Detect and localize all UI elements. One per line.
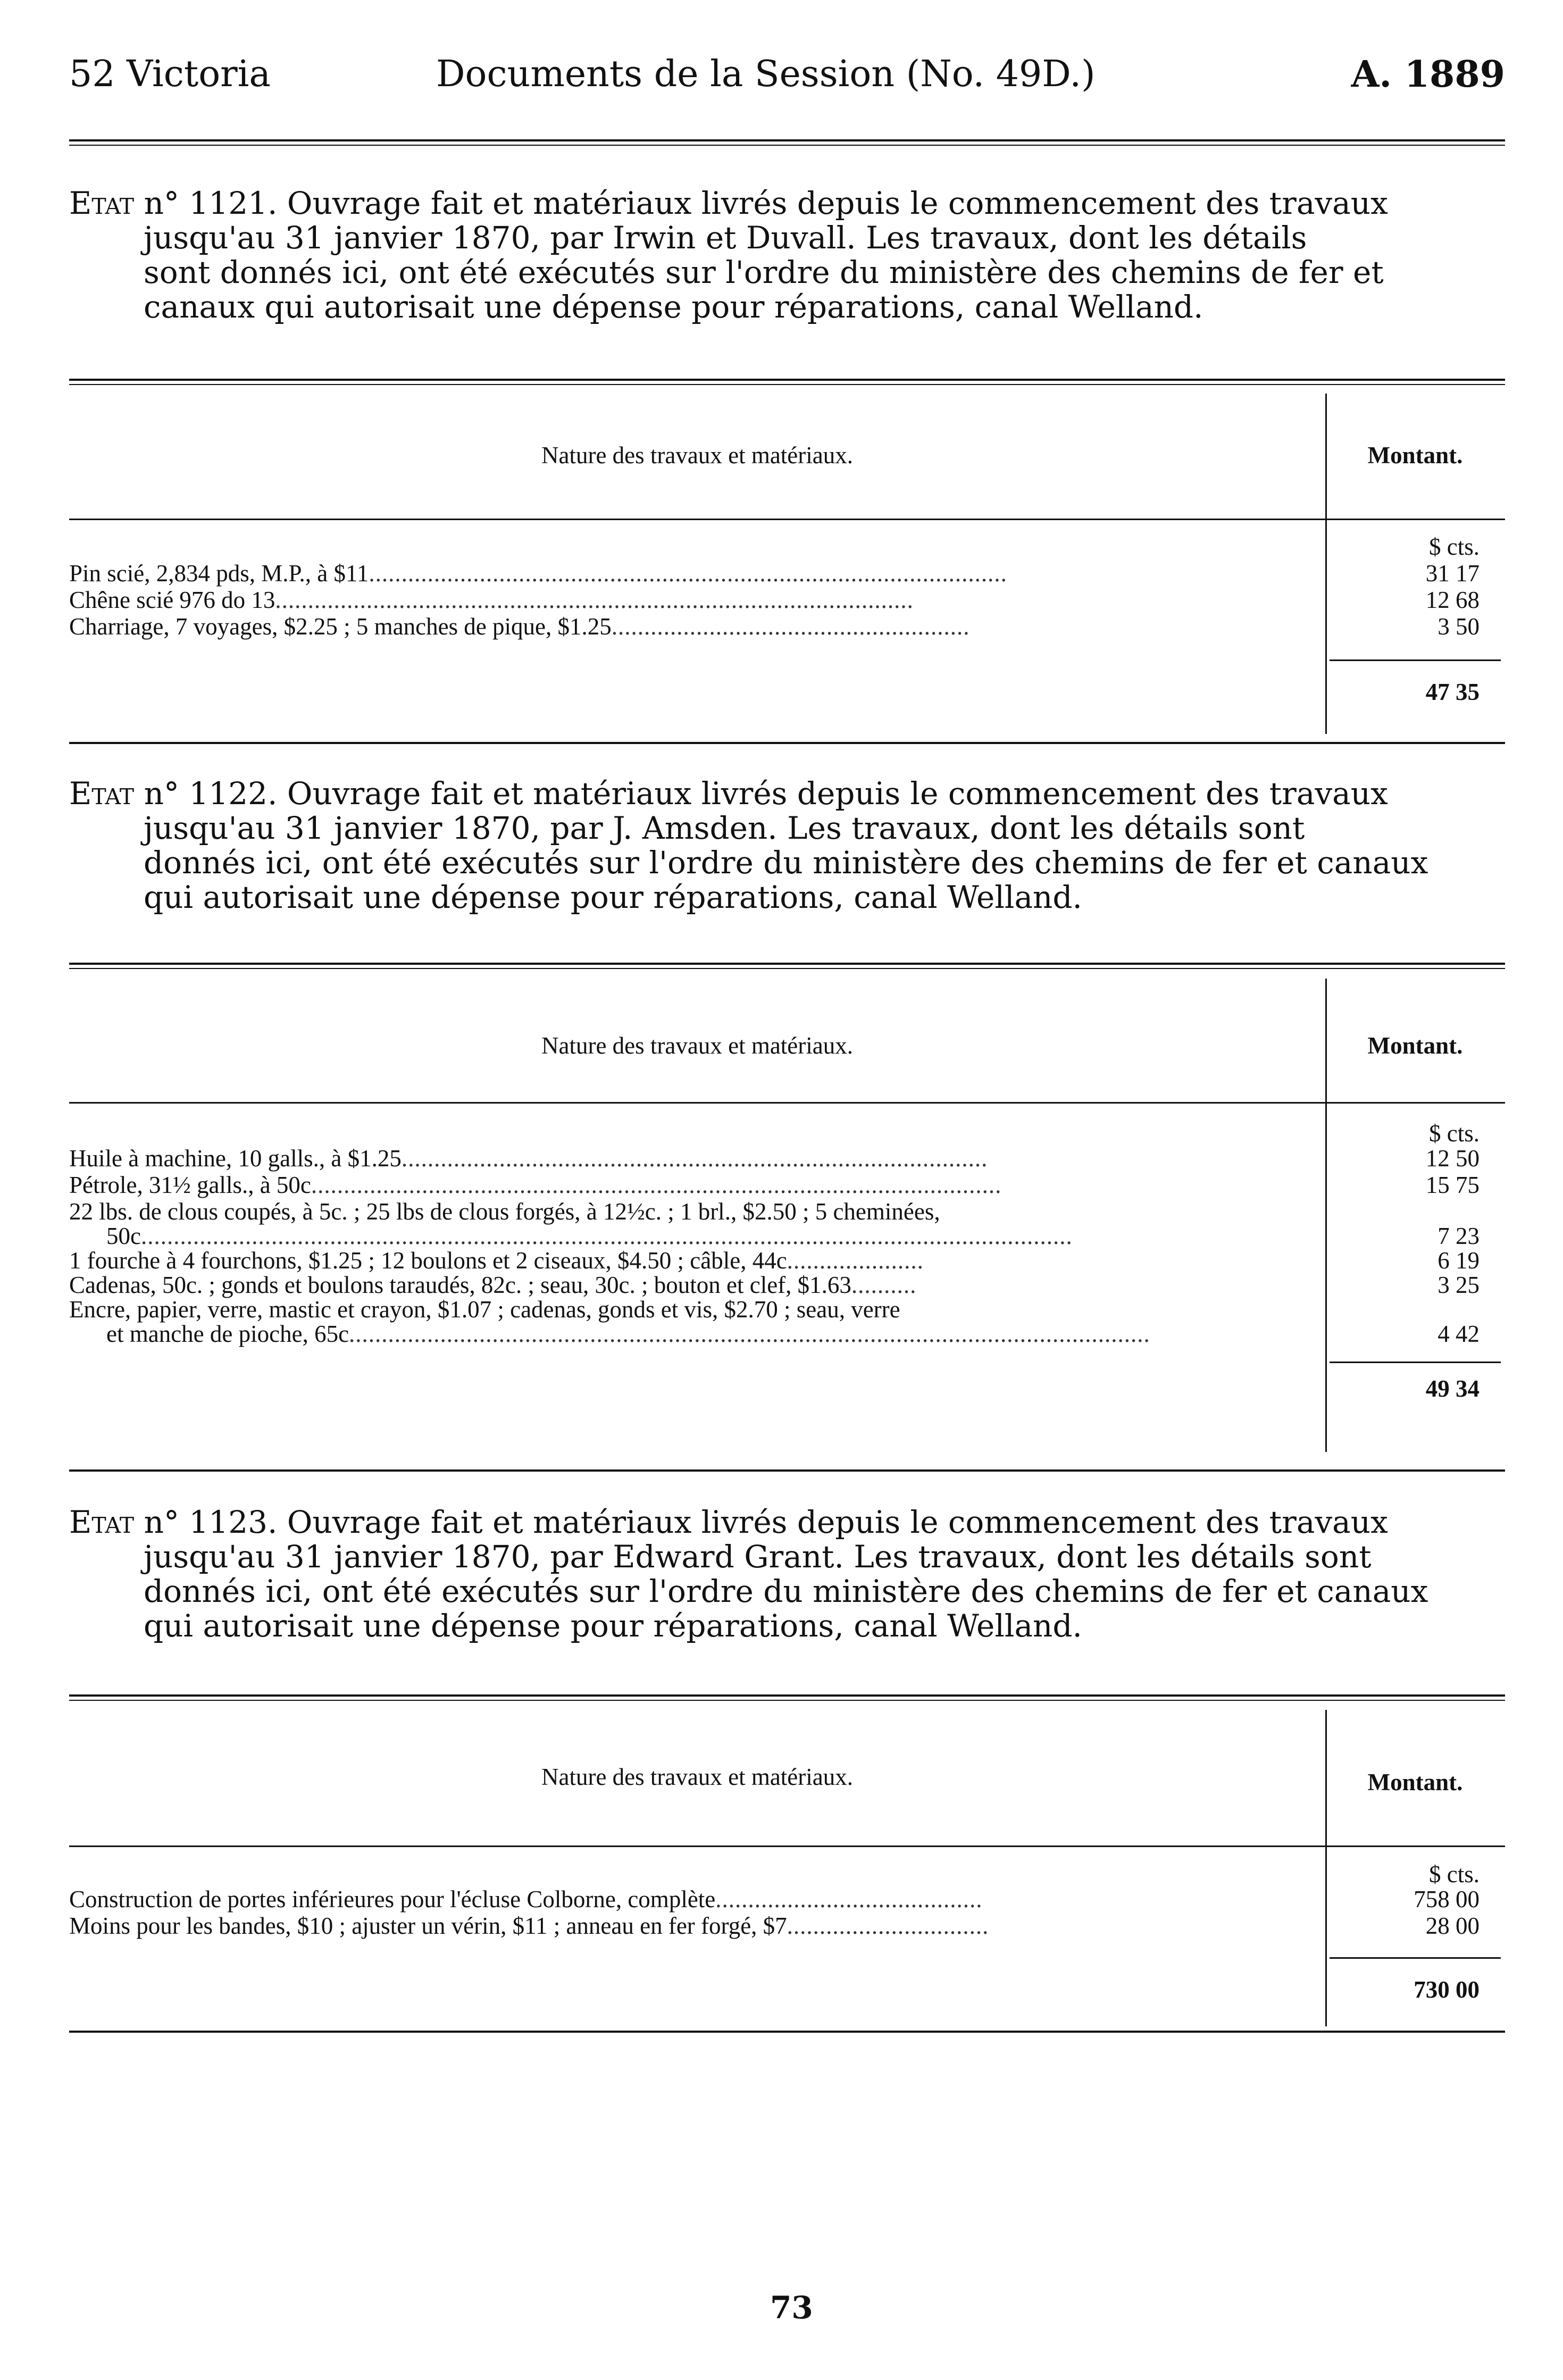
row-amount: 4 42 — [1437, 1321, 1480, 1347]
currency-label: $ cts. — [1429, 533, 1480, 560]
statement-label: Etat — [69, 185, 135, 221]
table-total: 730 00 — [1414, 1976, 1480, 2003]
total-rule — [1330, 1957, 1501, 1959]
row-amount: 31 17 — [1425, 560, 1480, 587]
statement-text-line: canaux qui autorisait une dépense pour réparations, canal Welland. — [144, 289, 1203, 325]
statement-text-line: qui autorisait une dépense pour réparations, canal Welland. — [144, 1608, 1082, 1644]
statement-text-line: Ouvrage fait et matériaux livrés depuis le commencement des travaux — [287, 775, 1388, 812]
column-header-nature: Nature des travaux et matériaux. — [541, 1764, 853, 1790]
row-text: Construction de portes inférieures pour l'écluse Colborne, complète — [69, 1886, 716, 1913]
running-header — [69, 53, 1505, 112]
statement-number: n° 1121. — [144, 185, 278, 221]
statement-text-line: sont donnés ici, ont été exécutés sur l'ordre du ministère des chemins de fer et — [144, 254, 1384, 290]
statement-label: Etat — [69, 1504, 135, 1540]
statement-1122 — [69, 776, 1505, 915]
table-row: Huile à machine, 10 galls., à $1.25.......................................................................................... — [69, 1145, 988, 1172]
statement-text-line: qui autorisait une dépense pour réparations, canal Welland. — [144, 879, 1082, 915]
column-header-nature: Nature des travaux et matériaux. — [541, 1032, 853, 1059]
statement-number: n° 1123. — [144, 1504, 278, 1540]
statement-label: Etat — [69, 775, 135, 812]
table-row: Charriage, 7 voyages, $2.25 ; 5 manches de pique, $1.25....................................................... — [69, 613, 970, 640]
statement-number: n° 1122. — [144, 775, 278, 812]
table-1121 — [69, 394, 1505, 734]
statement-text-line: donnés ici, ont été exécutés sur l'ordre du ministère des chemins de fer et canaux — [144, 1573, 1428, 1609]
table-1122 — [69, 979, 1505, 1452]
table-row: Moins pour les bandes, $10 ; ajuster un vérin, $11 ; anneau en fer forgé, $7............................... — [69, 1913, 989, 1939]
row-amount: 3 50 — [1437, 613, 1480, 640]
row-text: Pin scié, 2,834 pds, M.P., à $11 — [69, 560, 369, 587]
row-text: et manche de pioche, 65c — [106, 1321, 349, 1347]
statement-text-line: jusqu'au 31 janvier 1870, par J. Amsden. Les travaux, dont les détails sont — [144, 810, 1305, 846]
row-amount: 3 25 — [1437, 1272, 1480, 1298]
table-row: Chêne scié 976 do 13.................................................................................................. — [69, 587, 914, 613]
page-number: 73 — [770, 2290, 813, 2326]
statement-text-line: Ouvrage fait et matériaux livrés depuis le commencement des travaux — [287, 1504, 1388, 1540]
row-text: Cadenas, 50c. ; gonds et boulons taraudés, 82c. ; seau, 30c. ; bouton et clef, $1.63 — [69, 1272, 851, 1298]
table-row: Pin scié, 2,834 pds, M.P., à $11.................................................................................................. — [69, 560, 1007, 587]
row-text: Encre, papier, verre, mastic et crayon, $1.07 ; cadenas, gonds et vis, $2.70 ; seau, verre — [69, 1296, 900, 1323]
header-title: Documents de la Session (No. 49D.) — [436, 53, 1096, 95]
table-row: Pétrole, 31½ galls., à 50c.......................................................................................................... — [69, 1172, 1002, 1198]
row-text: Chêne scié 976 do 13 — [69, 587, 275, 613]
row-amount: 15 75 — [1425, 1172, 1480, 1198]
table-header-rule — [69, 1845, 1505, 1847]
row-amount: 7 23 — [1437, 1223, 1480, 1249]
row-text: Pétrole, 31½ galls., à 50c — [69, 1172, 311, 1198]
statement-text-line: jusqu'au 31 janvier 1870, par Irwin et Duvall. Les travaux, dont les détails — [144, 220, 1307, 256]
statement-text-line: jusqu'au 31 janvier 1870, par Edward Grant. Les travaux, dont les détails sont — [144, 1539, 1372, 1575]
table-row: et manche de pioche, 65c........................................................................................................................... — [106, 1321, 1150, 1347]
table-total: 47 35 — [1425, 679, 1480, 705]
row-text: Charriage, 7 voyages, $2.25 ; 5 manches de pique, $1.25 — [69, 613, 612, 640]
row-text: 1 fourche à 4 fourchons, $1.25 ; 12 boulons et 2 ciseaux, $4.50 ; câble, 44c — [69, 1247, 787, 1274]
table-1123 — [69, 1710, 1505, 2026]
section-rule — [69, 963, 1505, 969]
column-header-montant: Montant. — [1367, 1032, 1463, 1059]
statement-1123 — [69, 1505, 1505, 1643]
statement-1121 — [69, 186, 1505, 324]
header-rule — [69, 139, 1505, 146]
table-header-rule — [69, 1102, 1505, 1104]
column-header-nature: Nature des travaux et matériaux. — [541, 442, 853, 469]
row-text: Huile à machine, 10 galls., à $1.25 — [69, 1145, 402, 1172]
section-rule — [69, 742, 1505, 744]
section-rule — [69, 1469, 1505, 1472]
row-text: Moins pour les bandes, $10 ; ajuster un vérin, $11 ; anneau en fer forgé, $7 — [69, 1913, 787, 1939]
row-amount: 28 00 — [1425, 1913, 1480, 1939]
section-rule — [69, 2031, 1505, 2033]
statement-text-line: Ouvrage fait et matériaux livrés depuis le commencement des travaux — [287, 185, 1388, 221]
row-amount: 12 68 — [1425, 587, 1480, 613]
column-header-montant: Montant. — [1367, 442, 1463, 469]
row-text: 22 lbs. de clous coupés, à 5c. ; 25 lbs de clous forgés, à 12½c. ; 1 brl., $2.50 ; 5 cheminées, — [69, 1198, 940, 1225]
total-rule — [1330, 659, 1501, 661]
table-header-rule — [69, 519, 1505, 520]
table-row — [69, 1198, 1325, 1225]
table-row — [69, 1296, 1325, 1323]
header-left: 52 Victoria — [69, 53, 271, 95]
section-rule — [69, 379, 1505, 385]
row-amount: 12 50 — [1425, 1145, 1480, 1172]
table-row: Construction de portes inférieures pour l'écluse Colborne, complète......................................... — [69, 1886, 983, 1913]
currency-label: $ cts. — [1429, 1861, 1480, 1888]
statement-text-line: donnés ici, ont été exécutés sur l'ordre du ministère des chemins de fer et canaux — [144, 845, 1428, 881]
total-rule — [1330, 1362, 1501, 1363]
table-row: 1 fourche à 4 fourchons, $1.25 ; 12 boulons et 2 ciseaux, $4.50 ; câble, 44c..................... — [69, 1247, 924, 1274]
table-total: 49 34 — [1425, 1375, 1480, 1402]
currency-label: $ cts. — [1429, 1120, 1480, 1147]
column-header-montant: Montant. — [1367, 1769, 1463, 1796]
table-row: Cadenas, 50c. ; gonds et boulons taraudés, 82c. ; seau, 30c. ; bouton et clef, $1.63.......... — [69, 1272, 917, 1298]
row-amount: 758 00 — [1414, 1886, 1480, 1913]
header-year: A. 1889 — [1351, 53, 1505, 96]
section-rule — [69, 1694, 1505, 1701]
row-amount: 6 19 — [1437, 1247, 1480, 1274]
row-text: 50c — [106, 1223, 141, 1249]
table-row: 50c............................................................................................................................................... — [106, 1223, 1073, 1249]
